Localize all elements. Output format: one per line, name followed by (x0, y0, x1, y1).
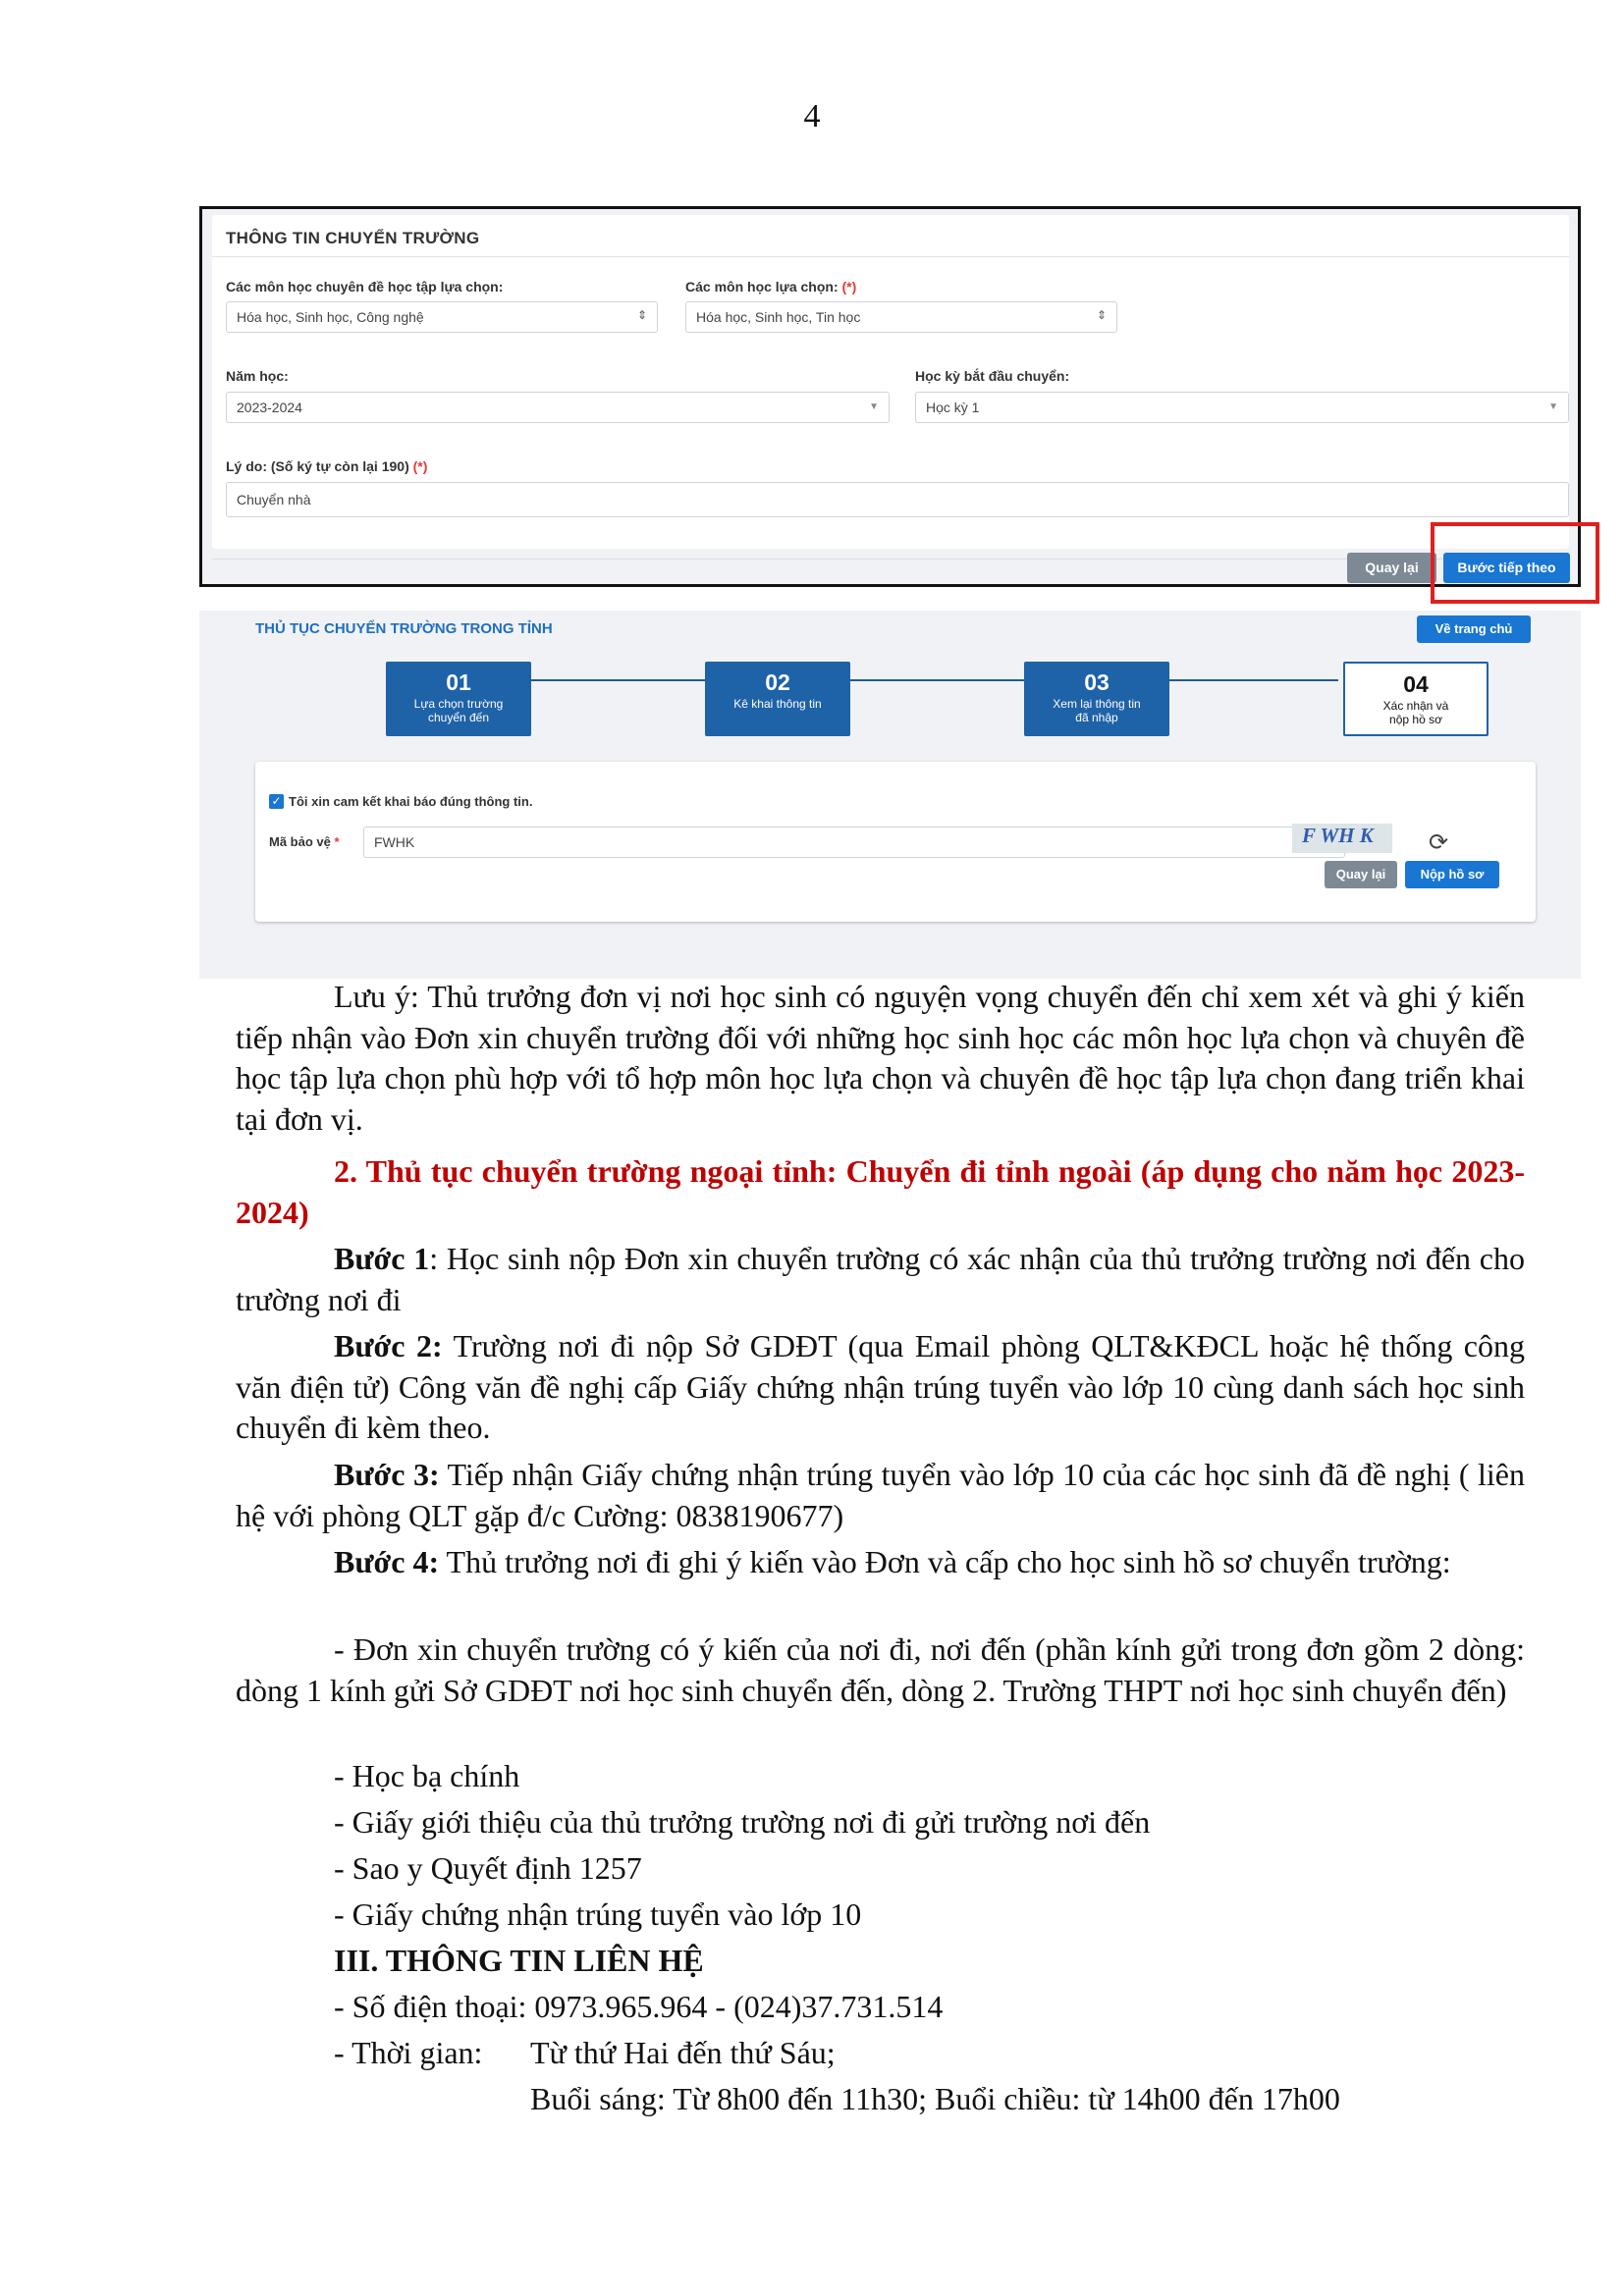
step3-paragraph: Bước 3: Tiếp nhận Giấy chứng nhận trúng tuyển vào lớp 10 của các học sinh đã đề nghị ( liên hệ với phòng QLT gặp đ/c Cường: 0838190677) (236, 1457, 1526, 1533)
captcha-image: F WH K (1292, 824, 1392, 853)
label-chuyen-de: Các môn học chuyên đề học tập lựa chọn: (226, 279, 504, 294)
next-step-button[interactable]: Bước tiếp theo (1443, 553, 1570, 583)
doc-item-4: - Sao y Quyết định 1257 (334, 1850, 642, 1886)
contact-time-hours: Buổi sáng: Từ 8h00 đến 11h30; Buổi chiều: từ 14h00 đến 17h00 (530, 2081, 1340, 2116)
doc-item-2: - Học bạ chính (334, 1758, 520, 1793)
step4-paragraph: Bước 4: Thủ trưởng nơi đi ghi ý kiến vào Đơn và cấp cho học sinh hồ sơ chuyển trường: (334, 1544, 1451, 1579)
back-button[interactable]: Quay lại (1347, 553, 1436, 583)
submit-button[interactable]: Nộp hồ sơ (1405, 861, 1499, 888)
select-value: Hóa học, Sinh học, Tin học (696, 309, 861, 325)
step2-paragraph: Bước 2: Trường nơi đi nộp Sở GDĐT (qua Email phòng QLT&KĐCL hoặc hệ thống công văn điện tử) Công văn đề nghị cấp Giấy chứng nhận trúng tuyển vào lớp 10 cùng danh sách học sinh chuyển đi kèm theo. (236, 1328, 1526, 1445)
back-button[interactable]: Quay lại (1325, 861, 1397, 888)
page-number: 4 (803, 98, 821, 134)
label-mon-hoc: Các môn học lựa chọn: (*) (685, 279, 857, 294)
select-value: 2023-2024 (237, 400, 302, 415)
step-03[interactable]: 03 Xem lại thông tin đã nhập (1024, 662, 1169, 736)
checkbox-commit[interactable]: ✓ (269, 794, 284, 809)
step-02[interactable]: 02 Kê khai thông tin (705, 662, 850, 736)
contact-time-label: - Thời gian: (334, 2035, 483, 2070)
note-paragraph: Lưu ý: Thủ trưởng đơn vị nơi học sinh có nguyện vọng chuyển đến chỉ xem xét và ghi ý kiến tiếp nhận vào Đơn xin chuyển trường đối với những học sinh học các môn học lựa chọn và chuyên đề học tập lựa chọn phù hợp với tổ hợp môn học lựa chọn và chuyên đề học tập lựa chọn đang triển khai tại đơn vị. (236, 979, 1525, 1137)
procedure-title: THỦ TỤC CHUYỂN TRƯỜNG TRONG TỈNH (255, 620, 553, 637)
screenshot-transfer-procedure (199, 611, 1581, 979)
contact-heading: III. THÔNG TIN LIÊN HỆ (334, 1943, 704, 1978)
refresh-icon[interactable]: ⟳ (1429, 829, 1449, 856)
select-nam-hoc[interactable] (226, 392, 890, 423)
select-hoc-ky[interactable] (915, 392, 1569, 423)
select-mon-hoc[interactable] (685, 301, 1117, 333)
step-04[interactable]: 04 Xác nhận và nộp hồ sơ (1343, 662, 1489, 736)
transfer-info-card (212, 215, 1569, 549)
doc-item-3: - Giấy giới thiệu của thủ trưởng trường nơi đi gửi trường nơi đến (334, 1804, 1151, 1840)
highlight-box (1431, 522, 1599, 604)
contact-phone: - Số điện thoại: 0973.965.964 - (024)37.731.514 (334, 1989, 944, 2024)
doc-item-5: - Giấy chứng nhận trúng tuyển vào lớp 10 (334, 1896, 862, 1932)
contact-time-days: Từ thứ Hai đến thứ Sáu; (530, 2035, 836, 2070)
label-ly-do: Lý do: (Số ký tự còn lại 190) (*) (226, 458, 428, 474)
select-value: Học kỳ 1 (926, 400, 980, 415)
label-nam-hoc: Năm học: (226, 368, 289, 384)
step1-paragraph: Bước 1: Học sinh nộp Đơn xin chuyển trường có xác nhận của thủ trưởng trường nơi đến cho trường nơi đi (236, 1241, 1526, 1317)
section-heading: 2. Thủ tục chuyển trường ngoại tỉnh: Chuyển đi tỉnh ngoài (áp dụng cho năm học 2023-2024) (236, 1153, 1525, 1230)
commit-label: Tôi xin cam kết khai báo đúng thông tin. (289, 794, 533, 809)
card-title: THÔNG TIN CHUYỂN TRƯỜNG (226, 229, 480, 247)
step-01[interactable]: 01 Lựa chọn trường chuyển đến (386, 662, 531, 736)
captcha-label: Mã bảo vệ * (269, 834, 340, 849)
updown-icon: ⇕ (1096, 308, 1107, 322)
home-button[interactable]: Về trang chủ (1417, 615, 1531, 643)
captcha-input[interactable]: FWHK (363, 827, 1345, 858)
step-connector (435, 679, 1338, 681)
select-value: Hóa học, Sinh học, Công nghệ (237, 309, 424, 325)
screenshot-transfer-info (199, 206, 1581, 587)
updown-icon: ⇕ (636, 308, 647, 322)
chevron-down-icon: ▼ (1548, 401, 1558, 412)
divider (212, 256, 1569, 257)
doc-item-1: - Đơn xin chuyển trường có ý kiến của nơi đi, nơi đến (phần kính gửi trong đơn gồm 2 dòng: dòng 1 kính gửi Sở GDĐT nơi học sinh chuyển đến, dòng 2. Trường THPT nơi học sinh chuyển đến) (236, 1631, 1525, 1708)
select-chuyen-de[interactable] (226, 301, 658, 333)
label-hoc-ky: Học kỳ bắt đầu chuyển: (915, 368, 1070, 384)
input-ly-do[interactable]: Chuyển nhà (226, 482, 1569, 517)
chevron-down-icon: ▼ (869, 401, 879, 412)
